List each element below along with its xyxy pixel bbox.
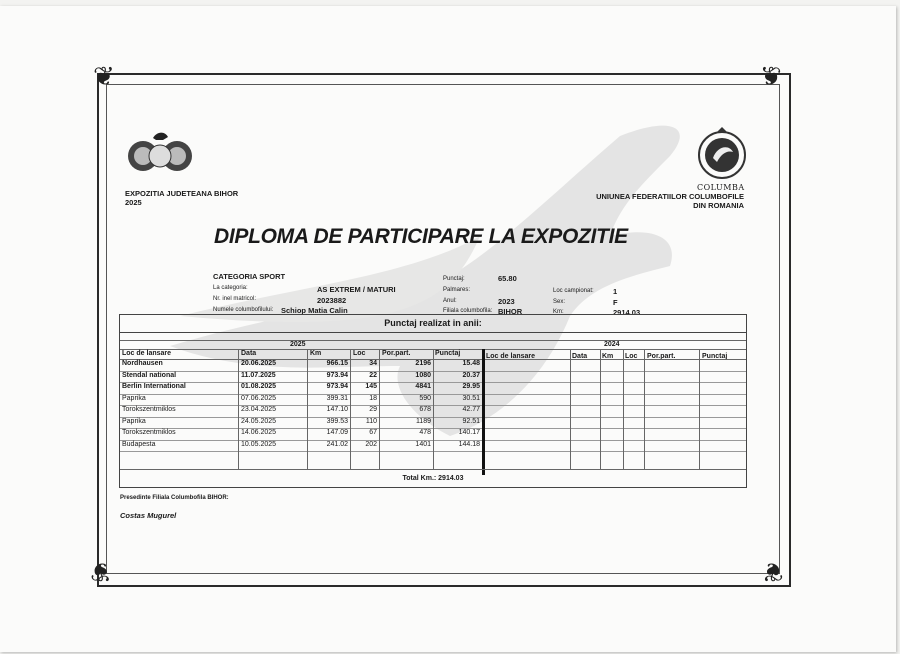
diploma-sheet bbox=[0, 6, 896, 652]
president-label: Presedinte Filiala Columbofila BIHOR: bbox=[120, 495, 229, 501]
year-2024: 2024 bbox=[604, 341, 620, 348]
ornament-bottom-left-icon: ❦ bbox=[90, 556, 112, 586]
ornament-top-left-icon: ❦ bbox=[93, 62, 115, 92]
cell-por: 4841 bbox=[415, 383, 431, 390]
ornament-bottom-right-icon: ❦ bbox=[762, 556, 784, 586]
cell-loc: Nordhausen bbox=[122, 360, 163, 367]
cell-km: 147.10 bbox=[326, 406, 348, 413]
punctaj-label: Punctaj: bbox=[443, 276, 465, 282]
cell-km: 399.53 bbox=[326, 417, 348, 425]
cell-pct: 42.77 bbox=[462, 406, 480, 413]
federation-header bbox=[596, 192, 744, 210]
filiala-label: Filiala columbofila: bbox=[443, 308, 493, 314]
cell-loc: Budapesta bbox=[122, 440, 156, 448]
km-value: 2914.03 bbox=[613, 308, 641, 317]
cell-por: 1401 bbox=[415, 440, 431, 448]
col-loc-2024: Loc bbox=[625, 353, 638, 360]
la-categoria-value: AS EXTREM / MATURI bbox=[317, 285, 396, 294]
col-km-2024: Km bbox=[602, 353, 614, 360]
pigeon-globe-logo-icon bbox=[125, 128, 195, 174]
cell-pos: 18 bbox=[369, 394, 377, 402]
km-label: Km: bbox=[553, 309, 564, 315]
total-km: Total Km.: 2914.03 bbox=[402, 475, 464, 482]
cell-pct: 30.51 bbox=[462, 394, 480, 402]
cell-data: 10.05.2025 bbox=[241, 440, 277, 448]
col-data: Data bbox=[241, 350, 257, 357]
cell-pos: 110 bbox=[365, 417, 377, 425]
category-heading: CATEGORIA SPORT bbox=[213, 272, 286, 281]
cell-pos: 22 bbox=[369, 371, 377, 379]
cell-por: 2196 bbox=[415, 360, 431, 367]
cell-km: 973.94 bbox=[326, 371, 348, 379]
table-title: Punctaj realizat in anii: bbox=[120, 315, 746, 333]
numele-label: Numele columbofilului: bbox=[213, 307, 274, 313]
cell-loc: Torokszentmiklos bbox=[122, 429, 176, 436]
cell-data: 23.04.2025 bbox=[241, 406, 277, 413]
cell-por: 478 bbox=[419, 429, 431, 436]
col-por-part-2024: Por.part. bbox=[647, 353, 676, 360]
cell-pos: 34 bbox=[369, 360, 377, 367]
cell-pos: 202 bbox=[365, 440, 377, 448]
loc-campionat-value: 1 bbox=[613, 287, 618, 296]
cell-pct: 20.37 bbox=[462, 371, 480, 379]
cell-loc: Paprika bbox=[122, 394, 146, 402]
cell-por: 678 bbox=[419, 406, 431, 413]
cell-pct: 29.95 bbox=[462, 383, 480, 390]
president-name: Costas Mugurel bbox=[120, 511, 177, 520]
cell-data: 07.06.2025 bbox=[241, 394, 277, 402]
inel-value: 2023882 bbox=[317, 296, 347, 305]
col-loc-lansare: Loc de lansare bbox=[122, 350, 172, 357]
cell-pos: 29 bbox=[369, 406, 377, 413]
cell-data: 11.07.2025 bbox=[241, 371, 276, 379]
cell-km: 399.31 bbox=[326, 394, 348, 402]
cell-data: 24.05.2025 bbox=[241, 417, 277, 425]
cell-pct: 15.48 bbox=[462, 360, 480, 367]
sex-label: Sex: bbox=[553, 299, 566, 305]
cell-pos: 67 bbox=[369, 429, 377, 436]
cell-pct: 92.51 bbox=[462, 417, 480, 425]
cell-data: 14.06.2025 bbox=[241, 429, 277, 436]
cell-data: 20.06.2025 bbox=[241, 360, 277, 367]
col-km: Km bbox=[310, 350, 322, 357]
cell-km: 241.02 bbox=[326, 440, 348, 448]
numele-value: Schiop Matia Calin bbox=[281, 306, 348, 315]
col-punctaj-2024: Punctaj bbox=[702, 353, 728, 360]
punctaj-value: 65.80 bbox=[498, 274, 517, 283]
cell-pos: 145 bbox=[365, 383, 377, 390]
cell-pct: 140.17 bbox=[458, 429, 480, 436]
cell-pct: 144.18 bbox=[458, 440, 480, 448]
ornament-top-right-icon: ❦ bbox=[760, 62, 782, 92]
page-title: DIPLOMA DE PARTICIPARE LA EXPOZITIE bbox=[214, 225, 628, 248]
cell-loc: Torokszentmiklos bbox=[122, 406, 176, 413]
cell-km: 966.15 bbox=[326, 360, 348, 367]
inel-label: Nr. inel matricol: bbox=[213, 296, 257, 302]
cell-km: 147.09 bbox=[326, 429, 348, 436]
cell-data: 01.08.2025 bbox=[241, 383, 277, 390]
cell-km: 973.94 bbox=[326, 383, 348, 390]
federation-country: DIN ROMANIA bbox=[693, 201, 744, 210]
col-data-2024: Data bbox=[572, 353, 588, 360]
col-por-part: Por.part. bbox=[382, 350, 411, 357]
results-table bbox=[119, 314, 747, 488]
columba-label: COLUMBA bbox=[697, 183, 745, 192]
col-punctaj: Punctaj bbox=[435, 350, 461, 357]
cell-por: 1080 bbox=[415, 371, 431, 379]
cell-loc: Stendal national bbox=[122, 371, 177, 379]
cell-loc: Berlin International bbox=[122, 383, 186, 390]
sex-value: F bbox=[613, 298, 618, 307]
loc-campionat-label: Loc campionat: bbox=[553, 288, 594, 294]
anul-label: Anul: bbox=[443, 298, 457, 304]
col-loc: Loc bbox=[353, 350, 366, 357]
columba-logo-icon bbox=[695, 126, 749, 180]
federation-name: UNIUNEA FEDERATIILOR COLUMBOFILE bbox=[596, 192, 744, 201]
palmares-label: Palmares: bbox=[443, 287, 471, 293]
col-loc-lansare-2024: Loc de lansare bbox=[486, 353, 536, 360]
exhibition-year: 2025 bbox=[125, 198, 142, 207]
year-2025: 2025 bbox=[290, 341, 306, 348]
la-categoria-label: La categoria: bbox=[213, 285, 248, 291]
anul-value: 2023 bbox=[498, 297, 515, 306]
exhibition-header bbox=[125, 189, 238, 207]
cell-por: 590 bbox=[419, 394, 431, 402]
cell-por: 1189 bbox=[415, 417, 431, 425]
cell-loc: Paprika bbox=[122, 417, 146, 425]
exhibition-name: EXPOZITIA JUDETEANA BIHOR bbox=[125, 189, 239, 198]
filiala-value: BIHOR bbox=[498, 307, 523, 316]
